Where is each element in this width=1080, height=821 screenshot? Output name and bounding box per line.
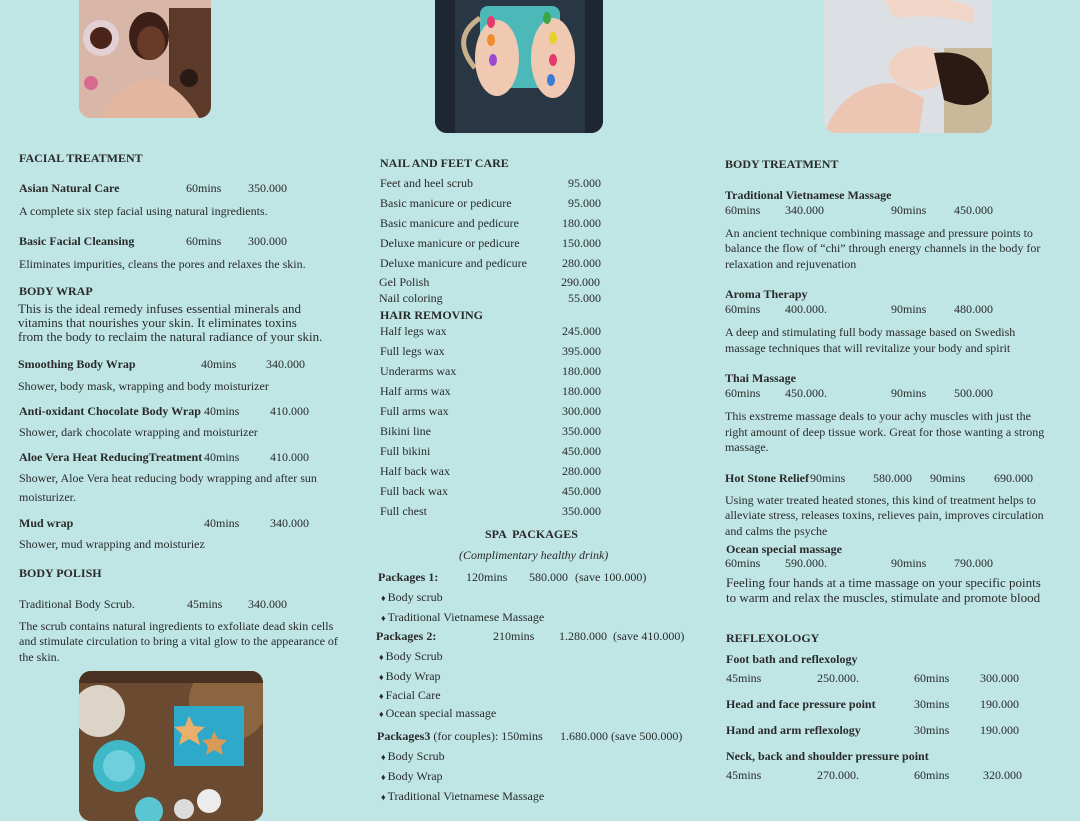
- service-desc: Shower, Aloe Vera heat reducing body wrapping and after sun: [19, 471, 317, 485]
- body-wrap-intro: from the body to reclaim the natural radiance of your skin.: [18, 329, 323, 344]
- service-desc: Feeling four hands at a time massage on your specific points: [726, 575, 1041, 590]
- list-price: 150.000: [562, 236, 601, 250]
- package-item: ♦ Facial Care: [379, 688, 441, 703]
- service-desc: relaxation and rejuvenation: [725, 257, 857, 271]
- service-price: 340.000: [248, 597, 287, 611]
- package-name: Packages 2:: [376, 629, 437, 643]
- service-desc: to warm and relax the muscles, stimulate and promote blood: [726, 590, 1041, 605]
- list-price: 350.000: [562, 424, 601, 438]
- service-name: Mud wrap: [19, 516, 74, 530]
- list-item: Full chest: [380, 504, 427, 518]
- service-desc: The scrub contains natural ingredients to exfoliate dead skin cells: [19, 619, 334, 633]
- service-name: Neck, back and shoulder pressure point: [726, 749, 929, 763]
- package-item: ♦ Body Scrub: [381, 749, 445, 764]
- service-price: 500.000: [954, 386, 993, 400]
- service-name: Head and face pressure point: [726, 697, 876, 711]
- service-price: 340.000: [785, 203, 824, 217]
- service-name: Ocean special massage: [726, 542, 842, 556]
- facial-mask-photo: [79, 0, 211, 118]
- list-price: 350.000: [562, 504, 601, 518]
- service-desc: and calms the psyche: [725, 524, 828, 538]
- package-save: (save 100.000): [575, 570, 647, 584]
- service-name: Smoothing Body Wrap: [18, 357, 136, 371]
- service-desc: alleviate stress, releases toxins, relieves pain, improves circulation: [725, 508, 1044, 522]
- service-price: 300.000: [980, 671, 1019, 685]
- service-desc: A complete six step facial using natural ingredients.: [19, 204, 268, 218]
- list-item: Full legs wax: [380, 344, 445, 358]
- service-price: 450.000: [954, 203, 993, 217]
- service-time: 90mins: [810, 471, 846, 485]
- package-name: Packages3: [377, 729, 431, 743]
- list-price: 280.000: [562, 256, 601, 270]
- service-price: 320.000: [983, 768, 1022, 782]
- service-time: 30mins: [914, 697, 950, 711]
- service-name: Aloe Vera Heat ReducingTreatment: [19, 450, 203, 464]
- service-desc: balance the flow of “chi” through energy channels in the body for: [725, 241, 1041, 255]
- service-time: 60mins: [914, 671, 950, 685]
- service-price: 480.000: [954, 302, 993, 316]
- list-price: 180.000: [562, 364, 601, 378]
- list-item: Basic manicure and pedicure: [380, 216, 519, 230]
- service-desc: Shower, mud wrapping and moisturiez: [19, 537, 205, 551]
- service-time: 45mins: [726, 768, 762, 782]
- list-price: 245.000: [562, 324, 601, 338]
- body-wrap-intro: vitamins that nourishes your skin. It eliminates toxins: [18, 315, 297, 330]
- service-time: 90mins: [891, 203, 927, 217]
- service-price: 410.000: [270, 450, 309, 464]
- package-item: ♦ Traditional Vietnamese Massage: [381, 789, 544, 804]
- service-name: Hot Stone Relief: [725, 471, 809, 485]
- service-price: 190.000: [980, 723, 1019, 737]
- hair-heading: HAIR REMOVING: [380, 308, 484, 322]
- cup-hands-photo: [435, 0, 603, 133]
- spa-subheading: (Complimentary healthy drink): [459, 548, 609, 562]
- list-item: Full arms wax: [380, 404, 449, 418]
- service-time: 60mins: [725, 302, 761, 316]
- service-time: 60mins: [725, 203, 761, 217]
- service-time: 40mins: [204, 516, 240, 530]
- service-desc: Shower, body mask, wrapping and body moisturizer: [18, 379, 269, 393]
- service-desc: Using water treated heated stones, this kind of treatment helps to: [725, 493, 1036, 507]
- list-price: 55.000: [568, 291, 601, 305]
- service-desc: A deep and stimulating full body massage based on Swedish: [725, 325, 1016, 339]
- package-name: Packages 1:: [378, 570, 439, 584]
- head-massage-photo: [824, 0, 992, 133]
- service-name: Basic Facial Cleansing: [19, 234, 135, 248]
- service-name: Foot bath and reflexology: [726, 652, 858, 666]
- body-treatment-heading: BODY TREATMENT: [725, 157, 839, 171]
- service-price: 590.000.: [785, 556, 827, 570]
- list-price: 95.000: [568, 176, 601, 190]
- spa-stones-photo: [79, 671, 263, 821]
- list-item: Deluxe manicure or pedicure: [380, 236, 520, 250]
- package-item: ♦ Traditional Vietnamese Massage: [381, 610, 544, 625]
- body-polish-heading: BODY POLISH: [19, 566, 102, 580]
- list-item: Half legs wax: [380, 324, 447, 338]
- service-desc: This exstreme massage deals to your achy muscles with just the: [725, 409, 1031, 423]
- service-desc: An ancient technique combining massage and pressure points to: [725, 226, 1033, 240]
- package-time: (for couples): 150mins: [430, 729, 543, 743]
- service-desc: Eliminates impurities, cleans the pores and relaxes the skin.: [19, 257, 306, 271]
- list-item: Underarms wax: [380, 364, 457, 378]
- service-price: 340.000: [270, 516, 309, 530]
- list-price: 95.000: [568, 196, 601, 210]
- service-time: 60mins: [725, 386, 761, 400]
- service-price: 450.000.: [785, 386, 827, 400]
- service-time: 90mins: [891, 556, 927, 570]
- service-price: 190.000: [980, 697, 1019, 711]
- service-name: Aroma Therapy: [725, 287, 808, 301]
- reflexology-heading: REFLEXOLOGY: [726, 631, 820, 645]
- service-price: 270.000.: [817, 768, 859, 782]
- list-item: Full back wax: [380, 484, 448, 498]
- service-desc: and stimulate circulation to bring a vital glow to the appearance of: [19, 634, 338, 648]
- service-desc: the skin.: [19, 650, 60, 664]
- package-item: ♦ Body scrub: [381, 590, 443, 605]
- service-name: Traditional Vietnamese Massage: [725, 188, 892, 202]
- list-item: Half arms wax: [380, 384, 451, 398]
- list-item: Gel Polish: [379, 275, 430, 289]
- service-name: Asian Natural Care: [19, 181, 120, 195]
- package-save: (save 410.000): [613, 629, 685, 643]
- service-time: 40mins: [204, 404, 240, 418]
- service-desc: massage.: [725, 440, 769, 454]
- package-item: ♦ Body Wrap: [381, 769, 443, 784]
- list-item: Full bikini: [380, 444, 431, 458]
- service-name: Traditional Body Scrub.: [19, 597, 135, 611]
- package-item: ♦ Body Scrub: [379, 649, 443, 664]
- list-price: 180.000: [562, 384, 601, 398]
- list-price: 450.000: [562, 484, 601, 498]
- service-desc: moisturizer.: [19, 490, 76, 504]
- service-price: 340.000: [266, 357, 305, 371]
- package-price: 580.000: [529, 570, 568, 584]
- service-desc: Shower, dark chocolate wrapping and moisturizer: [19, 425, 258, 439]
- service-price: 300.000: [248, 234, 287, 248]
- body-wrap-intro: This is the ideal remedy infuses essential minerals and: [18, 301, 302, 316]
- package-item: ♦ Body Wrap: [379, 669, 441, 684]
- spa-heading: SPA PACKAGES: [485, 527, 578, 541]
- service-price: 790.000: [954, 556, 993, 570]
- package-time: 120mins: [466, 570, 508, 584]
- service-price: 400.000.: [785, 302, 827, 316]
- service-price: 410.000: [270, 404, 309, 418]
- service-time: 60mins: [186, 181, 222, 195]
- list-item: Nail coloring: [379, 291, 443, 305]
- package-price: 1.680.000 (save 500.000): [560, 729, 683, 743]
- service-time: 30mins: [914, 723, 950, 737]
- service-time: 60mins: [914, 768, 950, 782]
- service-time: 45mins: [726, 671, 762, 685]
- list-price: 450.000: [562, 444, 601, 458]
- service-name: Anti-oxidant Chocolate Body Wrap: [19, 404, 201, 418]
- service-time: 90mins: [930, 471, 966, 485]
- list-price: 180.000: [562, 216, 601, 230]
- list-item: Feet and heel scrub: [380, 176, 473, 190]
- body-wrap-heading: BODY WRAP: [19, 284, 93, 298]
- service-time: 90mins: [891, 302, 927, 316]
- service-price: 580.000: [873, 471, 912, 485]
- service-time: 40mins: [201, 357, 237, 371]
- service-time: 45mins: [187, 597, 223, 611]
- service-time: 60mins: [186, 234, 222, 248]
- service-time: 60mins: [725, 556, 761, 570]
- service-desc: right amount of deep tissue work. Great for those wanting a strong: [725, 425, 1045, 439]
- list-item: Bikini line: [380, 424, 431, 438]
- package-price: 1.280.000: [559, 629, 607, 643]
- facial-heading: FACIAL TREATMENT: [19, 151, 143, 165]
- service-time: 40mins: [204, 450, 240, 464]
- list-item: Deluxe manicure and pedicure: [380, 256, 527, 270]
- service-price: 350.000: [248, 181, 287, 195]
- list-item: Half back wax: [380, 464, 450, 478]
- service-name: Hand and arm reflexology: [726, 723, 861, 737]
- service-time: 90mins: [891, 386, 927, 400]
- package-item: ♦ Ocean special massage: [379, 706, 496, 721]
- service-price: 250.000.: [817, 671, 859, 685]
- package-time: 210mins: [493, 629, 535, 643]
- service-desc: massage techniques that will revitalize your body and spirit: [725, 341, 1011, 355]
- service-price: 690.000: [994, 471, 1033, 485]
- list-price: 280.000: [562, 464, 601, 478]
- package-line: [377, 729, 543, 743]
- list-item: Basic manicure or pedicure: [380, 196, 512, 210]
- list-price: 300.000: [562, 404, 601, 418]
- list-price: 290.000: [561, 275, 600, 289]
- list-price: 395.000: [562, 344, 601, 358]
- nail-heading: NAIL AND FEET CARE: [380, 156, 509, 170]
- service-name: Thai Massage: [725, 371, 797, 385]
